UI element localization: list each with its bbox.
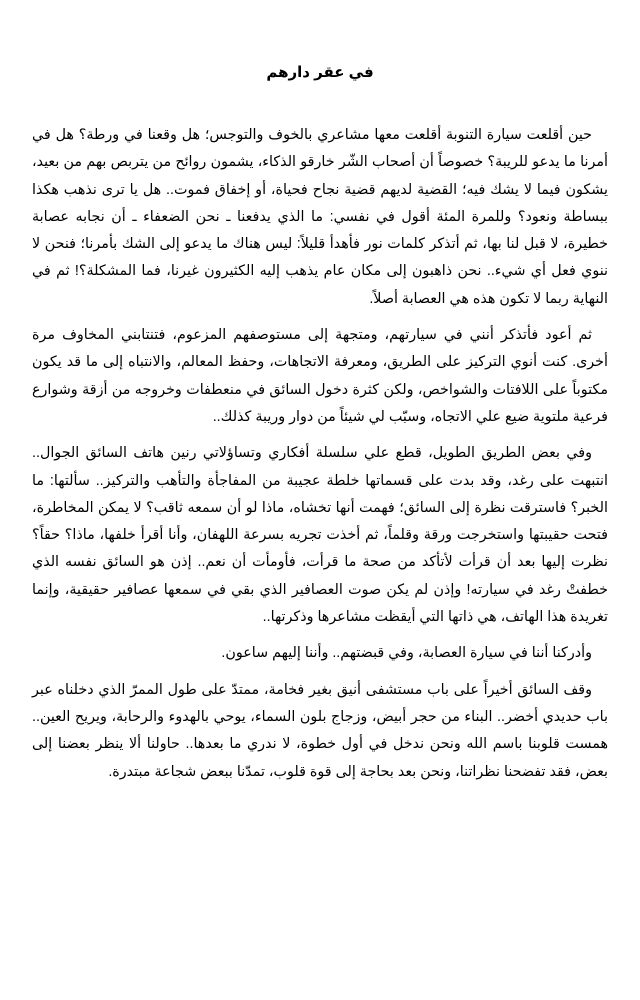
paragraph: وأدركنا أننا في سيارة العصابة، وفي قبضتهم.. وأننا إليهم ساعون. [221, 645, 592, 662]
paragraph: وفي بعض الطريق الطويل، قطع علي سلسلة أفكاري وتساؤلاتي رنين هاتف السائق الجوال.. انتبهت على رغد، وقد بدت على قسماتها خلطة عجيبة من المفاجأة والتأهب والتركيز.. سألتها: ما الخبر؟ فاسترقت نظرة إلى السائق؛ فهمت أنها تخشاه، ماذا لو أن سمعه ثاقب؟ لا يمكن المخاطرة، فتحت حقيبتها واستخرجت ورقة وقلماً، ثم أخذت تجريه بسرعة اللهفان، وأنا أقرأ خلفها، ماذا؟ حقاً؟ نظرت إليها بعد أن قرأت لأتأكد من صحة ما قرأت، فأومأت أن نعم.. إذن هو السائق نفسه الذي خطفتْ رغد في سيارته! وإذن لم يكن صوت العصافير الذي بقي في سمعها عصافير حقيقية، وإنما تغريدة هذا الهاتف، هي ذاتها التي أيقظت مشاعرها وذكرتها.. [32, 445, 608, 626]
paragraph: حين أقلعت سيارة التنوبة أقلعت معها مشاعري بالخوف والتوجس؛ هل وقعنا في ورطة؟ هل في أمرنا ما يدعو للريبة؟ خصوصاً أن أصحاب الشّر خارقو الذكاء، يشمون روائح من يتربص بهم من بعيد، يشكون فيما لا يشك فيه؛ القضية لديهم قضية نجاح فحياة، أو إخفاق فموت.. هل يا ترى نذهب هكذا ببساطة ونعود؟ وللمرة المئة أقول في نفسي: ما الذي يدفعنا ـ نحن الضعفاء ـ أن نجابه عصابة خطيرة، لا قبل لنا بها، ثم أتذكر كلمات نور فأهدأ قليلاً: ليس هناك ما يدعو إلى الشك بأمرنا؛ فنحن لا ننوي فعل أي شيء.. نحن ذاهبون إلى مكان عام يذهب إليه الكثيرون غيرنا، فما المشكلة؟! ثم في النهاية ربما لا تكون هذه هي العصابة أصلاً. [32, 127, 608, 307]
page-title: في عقر دارهم [266, 64, 374, 81]
document-body [32, 122, 608, 795]
paragraph: وقف السائق أخيراً على باب مستشفى أنيق بغير فخامة، ممتدّ على طول الممرّ الذي دخلناه عبر باب حديدي أخضر.. البناء من حجر أبيض، وزجاج بلون السماء، يوحي بالهدوء والرحابة، ويريح العين.. همست قلوبنا باسم الله ونحن ندخل في أول خطوة، لا ندري ما بعدها.. حاولنا ألا ينظر بعضنا إلى بعض، فقد تفضحنا نظراتنا، ونحن بعد بحاجة إلى قوة قلوب، تمدّنا ببعض شجاعة مبتدرة. [32, 681, 608, 780]
paragraph: ثم أعود فأتذكر أنني في سيارتهم، ومتجهة إلى مستوصفهم المزعوم، فتنتابني المخاوف مرة أخرى. كنت أنوي التركيز على الطريق، ومعرفة الاتجاهات، وحفظ المعالم، والانتباه إلى ما قد يكون مكتوباً على اللافتات والشواخص، ولكن كثرة دخول السائق في منعطفات وخروجه من أزقة وشوارع فرعية ملتوية ضيع علي الاتجاه، وسبّب لي شيئاً من دوار وريبة كذلك.. [32, 327, 608, 425]
